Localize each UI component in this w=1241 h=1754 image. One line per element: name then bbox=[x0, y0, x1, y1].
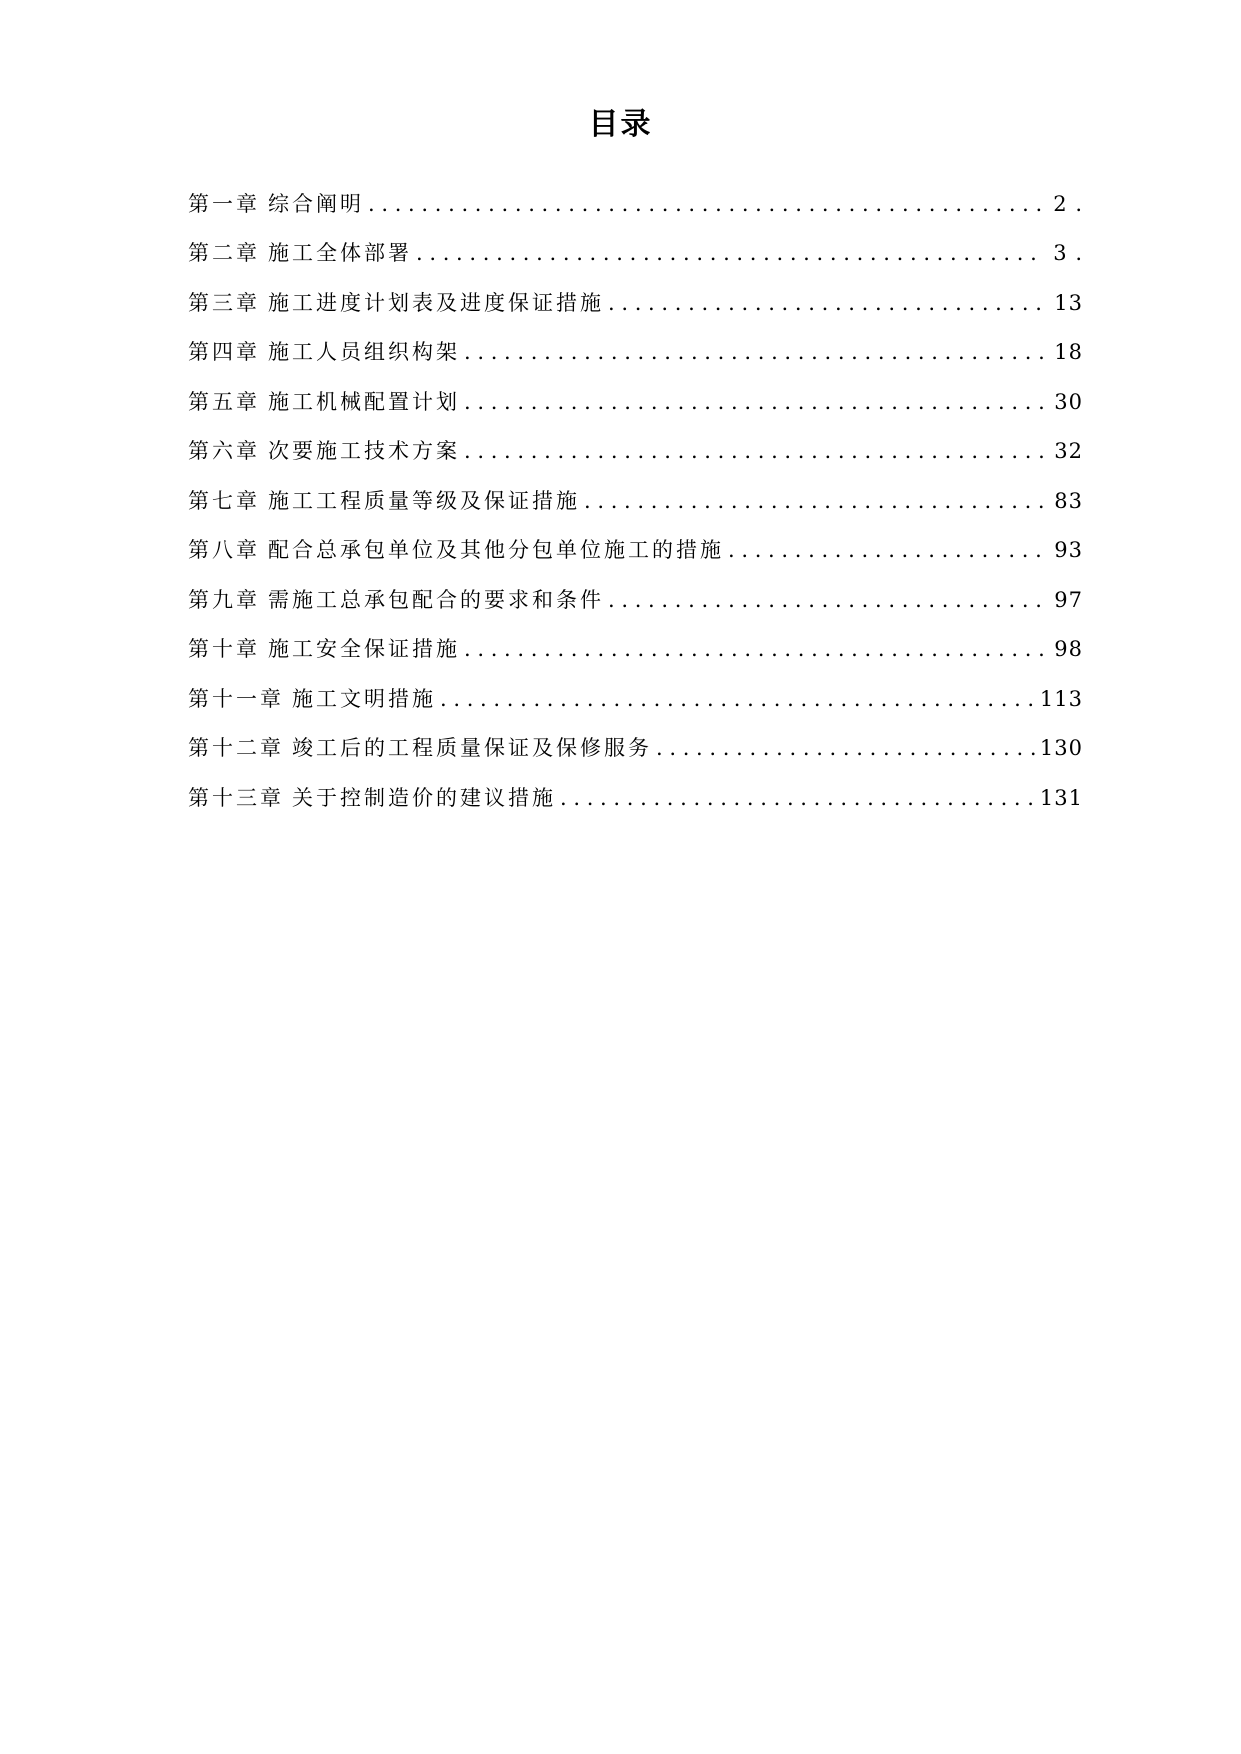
toc-entry[interactable] bbox=[188, 515, 1083, 565]
toc-chapter-title: 施工安全保证措施 bbox=[268, 637, 460, 661]
toc-chapter-number: 第一章 bbox=[188, 191, 260, 216]
toc-chapter-number: 第六章 bbox=[188, 439, 260, 463]
toc-chapter-title: 施工工程质量等级及保证措施 bbox=[268, 488, 580, 513]
toc-page-number: 130 bbox=[1039, 736, 1083, 760]
toc-page-number: 113 bbox=[1039, 686, 1083, 711]
toc-dot-leader bbox=[608, 586, 1045, 614]
toc-chapter-number: 第五章 bbox=[188, 389, 260, 414]
toc-page-number: 32 bbox=[1054, 439, 1083, 463]
toc-entry[interactable] bbox=[188, 465, 1083, 515]
toc-dot-leader bbox=[584, 487, 1045, 515]
toc-page-number: 3 . bbox=[1053, 241, 1083, 265]
toc-entry[interactable] bbox=[188, 317, 1083, 367]
toc-chapter-title: 施工全体部署 bbox=[268, 241, 412, 265]
toc-entry[interactable] bbox=[188, 663, 1083, 713]
toc-page-number: 13 bbox=[1054, 290, 1083, 315]
toc-entry[interactable] bbox=[188, 366, 1083, 416]
toc-chapter-number: 第九章 bbox=[188, 587, 260, 612]
toc-chapter-title: 施工进度计划表及进度保证措施 bbox=[268, 290, 604, 315]
toc-dot-leader bbox=[464, 635, 1045, 663]
toc-chapter-number: 第二章 bbox=[188, 241, 260, 265]
page-title: 目录 bbox=[588, 107, 653, 142]
toc-chapter-title: 施工人员组织构架 bbox=[268, 340, 460, 364]
toc-dot-leader bbox=[440, 685, 1036, 713]
toc-entry[interactable] bbox=[188, 614, 1083, 664]
toc-chapter-number: 第十一章 bbox=[188, 686, 284, 711]
toc-chapter-number: 第三章 bbox=[188, 290, 260, 315]
toc-chapter-number: 第十三章 bbox=[188, 785, 284, 810]
toc-entry[interactable] bbox=[188, 218, 1083, 268]
toc-dot-leader bbox=[464, 388, 1045, 416]
toc-entry[interactable] bbox=[188, 416, 1083, 466]
toc-page-number: 30 bbox=[1054, 389, 1083, 414]
toc-page-number: 97 bbox=[1054, 587, 1083, 612]
toc-chapter-number: 第四章 bbox=[188, 340, 260, 364]
toc-chapter-number: 第十二章 bbox=[188, 736, 284, 760]
toc-chapter-title: 次要施工技术方案 bbox=[268, 439, 460, 463]
toc-entry[interactable] bbox=[188, 168, 1083, 218]
toc-dot-leader bbox=[464, 437, 1045, 465]
toc-entry[interactable] bbox=[188, 564, 1083, 614]
toc-chapter-number: 第十章 bbox=[188, 637, 260, 661]
toc-chapter-number: 第八章 bbox=[188, 538, 260, 562]
toc-dot-leader bbox=[656, 734, 1036, 762]
toc-chapter-title: 需施工总承包配合的要求和条件 bbox=[268, 587, 604, 612]
toc-dot-leader bbox=[416, 239, 1045, 267]
toc-chapter-title: 配合总承包单位及其他分包单位施工的措施 bbox=[268, 538, 724, 562]
toc-page-number: 98 bbox=[1054, 637, 1083, 661]
toc-page-number: 18 bbox=[1054, 340, 1083, 364]
toc-dot-leader bbox=[608, 289, 1045, 317]
toc-chapter-number: 第七章 bbox=[188, 488, 260, 513]
toc-chapter-title: 施工文明措施 bbox=[292, 686, 436, 711]
toc-dot-leader bbox=[368, 190, 1045, 218]
toc-chapter-title: 关于控制造价的建议措施 bbox=[292, 785, 556, 810]
toc-dot-leader bbox=[560, 784, 1036, 812]
toc-page-number: 93 bbox=[1054, 538, 1083, 562]
toc-entry[interactable] bbox=[188, 762, 1083, 812]
toc-entry[interactable] bbox=[188, 713, 1083, 763]
toc-entry[interactable] bbox=[188, 267, 1083, 317]
toc-page-number: 131 bbox=[1039, 785, 1083, 810]
toc-dot-leader bbox=[464, 338, 1045, 366]
toc-page-number: 2 . bbox=[1053, 191, 1083, 216]
toc-chapter-title: 施工机械配置计划 bbox=[268, 389, 460, 414]
table-of-contents bbox=[188, 168, 1083, 812]
toc-page-number: 83 bbox=[1054, 488, 1083, 513]
toc-chapter-title: 综合阐明 bbox=[268, 191, 364, 216]
toc-chapter-title: 竣工后的工程质量保证及保修服务 bbox=[292, 736, 652, 760]
toc-dot-leader bbox=[728, 536, 1045, 564]
